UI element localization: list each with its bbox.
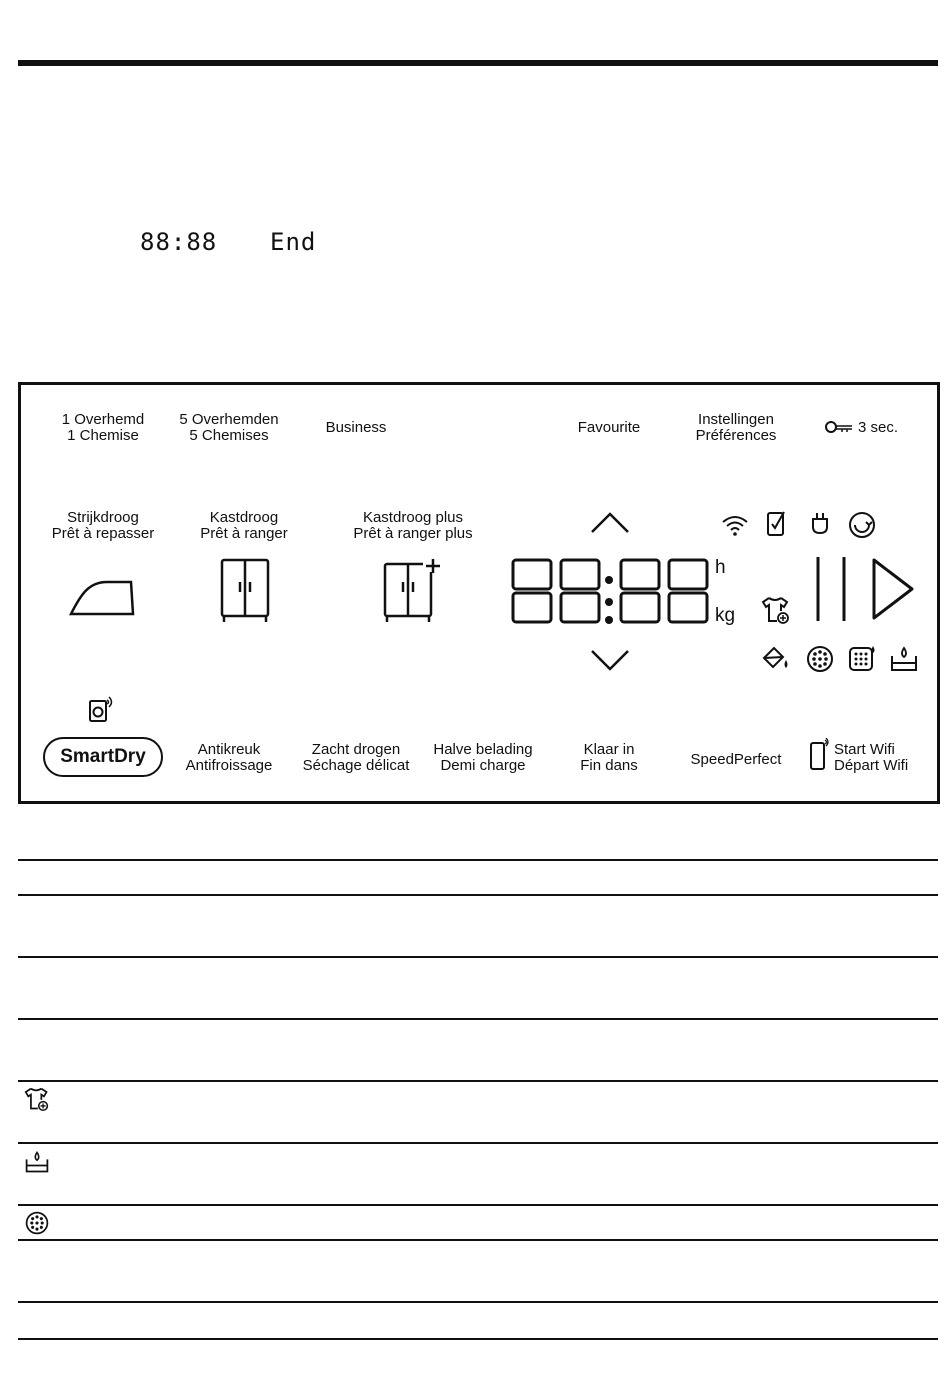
business-button[interactable]: Business: [325, 419, 387, 436]
unit-kg: kg: [715, 605, 736, 626]
water-tank-icon: [889, 644, 919, 674]
display-time-small: 88:88: [140, 228, 218, 256]
key-lock-label: 3 sec.: [857, 419, 899, 436]
main-display: [511, 558, 711, 626]
smartdry-appliance-icon: [87, 695, 113, 723]
table-rule: [18, 1018, 938, 1020]
table-rule: [18, 894, 938, 896]
half-load-button[interactable]: Halve belading Demi charge: [433, 741, 533, 774]
plug-icon: [809, 509, 831, 537]
table-rule: [18, 1204, 938, 1206]
play-icon[interactable]: [871, 557, 915, 621]
speed-perfect-button[interactable]: SpeedPerfect: [690, 751, 782, 768]
table-rule: [18, 859, 938, 861]
refresh-icon: [847, 510, 877, 540]
one-shirt-button[interactable]: 1 Overhemd 1 Chemise: [61, 411, 145, 444]
lint-filter-icon: [24, 1210, 50, 1241]
table-rule: [18, 1239, 938, 1241]
start-wifi-button[interactable]: Start Wifi Départ Wifi: [834, 741, 909, 774]
settings-button[interactable]: Instellingen Préférences: [695, 411, 777, 444]
iron-dry-label: Strijkdroog Prêt à repasser: [51, 509, 155, 542]
cupboard-dry-plus-label: Kastdroog plus Prêt à ranger plus: [353, 509, 473, 542]
smartdry-button[interactable]: SmartDry: [43, 737, 163, 777]
table-rule: [18, 1338, 938, 1340]
shirt-plus-icon: [24, 1086, 50, 1117]
iron-icon[interactable]: [67, 578, 137, 618]
lint-filter-icon: [805, 644, 835, 674]
arrow-up-icon[interactable]: [589, 511, 631, 535]
arrow-down-icon[interactable]: [589, 648, 631, 672]
cupboard-icon[interactable]: [220, 558, 270, 624]
control-panel: [18, 382, 940, 804]
display-end-small: End: [270, 228, 317, 256]
cupboard-plus-icon[interactable]: [383, 558, 445, 624]
phone-icon: [808, 738, 830, 772]
ready-in-button[interactable]: Klaar in Fin dans: [580, 741, 638, 774]
cupboard-dry-label: Kastdroog Prêt à ranger: [200, 509, 288, 542]
water-tank-icon: [24, 1149, 50, 1180]
unit-hours: h: [715, 557, 726, 578]
condenser-icon: [847, 644, 877, 674]
pause-icon[interactable]: [814, 555, 848, 623]
top-rule: [18, 60, 938, 66]
key-icon: [824, 420, 854, 434]
wifi-icon: [721, 513, 749, 537]
remote-start-icon: [766, 510, 788, 538]
five-shirts-button[interactable]: 5 Overhemden 5 Chemises: [179, 411, 279, 444]
table-rule: [18, 1142, 938, 1144]
table-rule: [18, 1080, 938, 1082]
gentle-dry-button[interactable]: Zacht drogen Séchage délicat: [302, 741, 410, 774]
table-rule: [18, 956, 938, 958]
water-container-icon: [761, 644, 791, 672]
anti-crease-button[interactable]: Antikreuk Antifroissage: [185, 741, 273, 774]
shirt-plus-icon: [761, 595, 791, 625]
table-rule: [18, 1301, 938, 1303]
favourite-button[interactable]: Favourite: [577, 419, 641, 436]
